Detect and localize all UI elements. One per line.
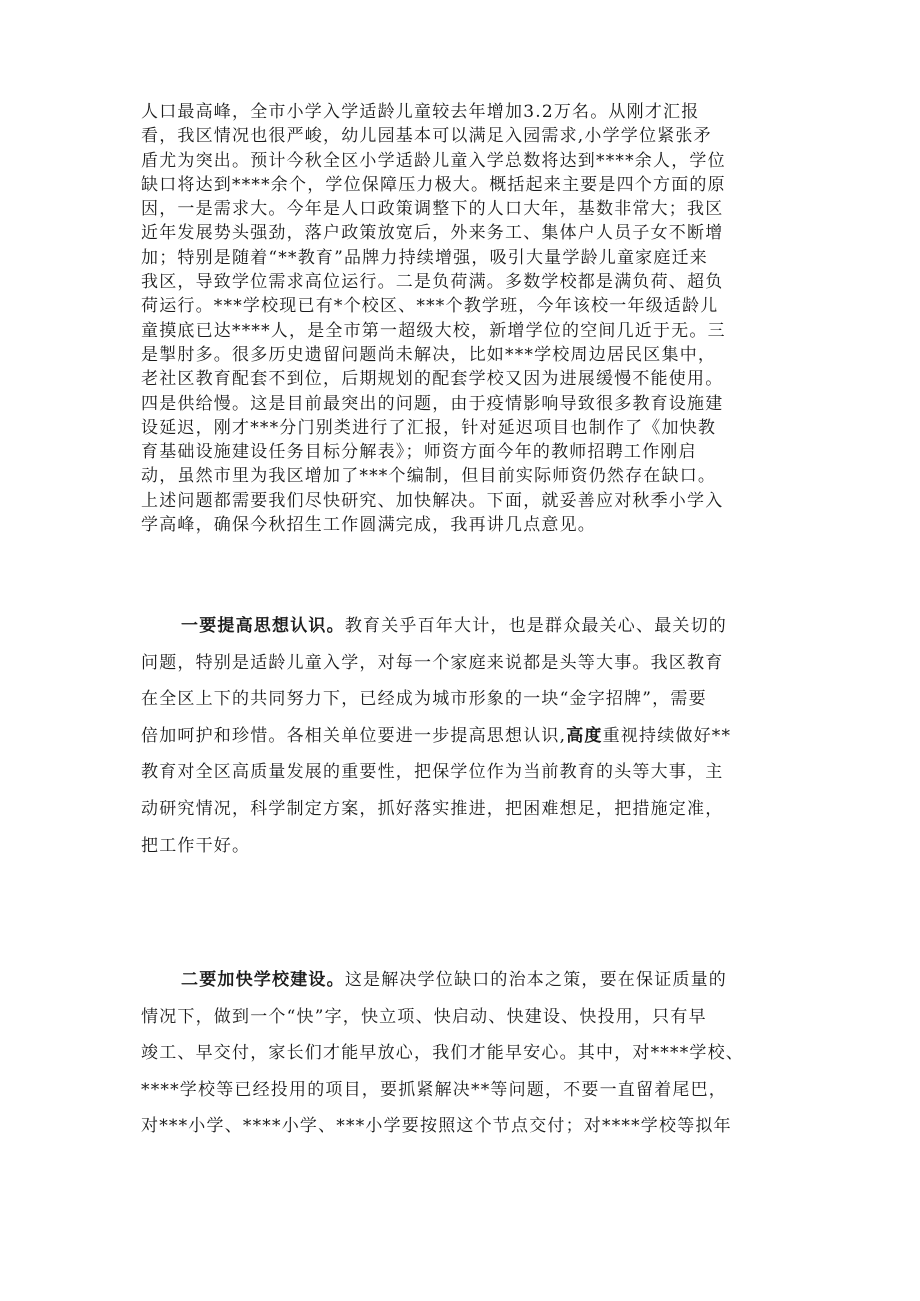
intro-paragraph (141, 100, 791, 537)
text-segment: 这是解决学位缺口的治本之策，要在保证质量的 (344, 970, 728, 990)
section-2-paragraph (141, 962, 791, 1145)
text-line: 问题，特别是适龄儿童入学，对每一个家庭来说都是头等大事。我区教育 (141, 652, 724, 673)
text-line: 童摸底已达****人，是全市第一超级大校，新增学位的空间几近于无。三 (141, 320, 726, 341)
text-line: 我区，导致学位需求高位运行。二是负荷满。多数学校都是满负荷、超负 (141, 272, 724, 293)
section-1-paragraph (141, 608, 791, 864)
section-1-heading: 一要提高思想认识。 (181, 616, 345, 636)
text-line: 四是供给慢。这是目前最突出的问题，由于疫情影响导致很多教育设施建 (141, 393, 724, 414)
text-segment: 教育关乎百年大计，也是群众最关心、最关切的 (344, 616, 728, 636)
text-line: 荷运行。***学校现已有*个校区、***个教学班，今年该校一年级适龄儿 (141, 296, 719, 317)
text-line: 情况下，做到一个“快”字，快立项、快启动、快建设、快投用，只有早 (141, 1006, 707, 1027)
text-line: 看，我区情况也很严峻，幼儿园基本可以满足入园需求,小学学位紧张矛 (141, 126, 712, 147)
text-line: 人口最高峰，全市小学入学适龄儿童较去年增加3.2万名。从刚才汇报 (141, 102, 700, 122)
text-line (141, 718, 791, 755)
text-line: 对***小学、****小学、***小学要按照这个节点交付；对****学校等拟年 (141, 1116, 732, 1137)
text-segment: 倍加呵护和珍惜。各相关单位要进一步提高思想认识, (141, 725, 567, 746)
text-line: 加；特别是随着“**教育”品牌力持续增强，吸引大量学龄儿童家庭迁来 (141, 247, 708, 268)
text-line: ****学校等已经投用的项目，要抓紧解决**等问题，不要一直留着尾巴， (141, 1079, 727, 1100)
bold-text: 高度 (566, 725, 603, 746)
section-2-heading: 二要加快学校建设。 (181, 970, 345, 990)
text-line: 上述问题都需要我们尽快研究、加快解决。下面，就妥善应对秋季小学入 (141, 490, 724, 511)
text-line: 设延迟，刚才***分门别类进行了汇报，针对延迟项目也制作了《加快教 (141, 417, 717, 438)
text-line (141, 608, 791, 645)
text-line: 教育对全区高质量发展的重要性，把保学位作为当前教育的头等大事，主 (141, 762, 724, 783)
text-line: 缺口将达到****余个，学位保障压力极大。概括起来主要是四个方面的原 (141, 174, 726, 195)
text-line: 在全区上下的共同努力下，已经成为城市形象的一块“金字招牌”，需要 (141, 689, 707, 710)
text-line: 动，虽然市里为我区增加了***个编制，但目前实际师资仍然存在缺口。 (141, 466, 717, 487)
text-line: 动研究情况，科学制定方案，抓好落实推进，把困难想足，把措施定准， (141, 798, 724, 819)
text-line: 因，一是需求大。今年是人口政策调整下的人口大年，基数非常大；我区 (141, 199, 724, 220)
text-line: 学高峰，确保今秋招生工作圆满完成，我再讲几点意见。 (141, 515, 596, 536)
text-line: 竣工、早交付，家长们才能早放心，我们才能早安心。其中，对****学校、 (141, 1043, 744, 1064)
text-line (141, 962, 791, 999)
text-line: 老社区教育配套不到位，后期规划的配套学校又因为进展缓慢不能使用。 (141, 369, 724, 390)
text-line: 是掣肘多。很多历史遗留问题尚未解决，比如***学校周边居民区集中， (141, 344, 717, 365)
text-line: 盾尤为突出。预计今秋全区小学适龄儿童入学总数将达到****余人，学位 (141, 150, 726, 171)
text-segment: 重视持续做好** (602, 725, 732, 746)
text-line: 把工作干好。 (141, 835, 251, 856)
text-line: 育基础设施建设任务目标分解表》；师资方面今年的教师招聘工作刚启 (141, 442, 697, 463)
text-line: 近年发展势头强劲，落户政策放宽后，外来务工、集体户人员子女不断增 (141, 223, 724, 244)
